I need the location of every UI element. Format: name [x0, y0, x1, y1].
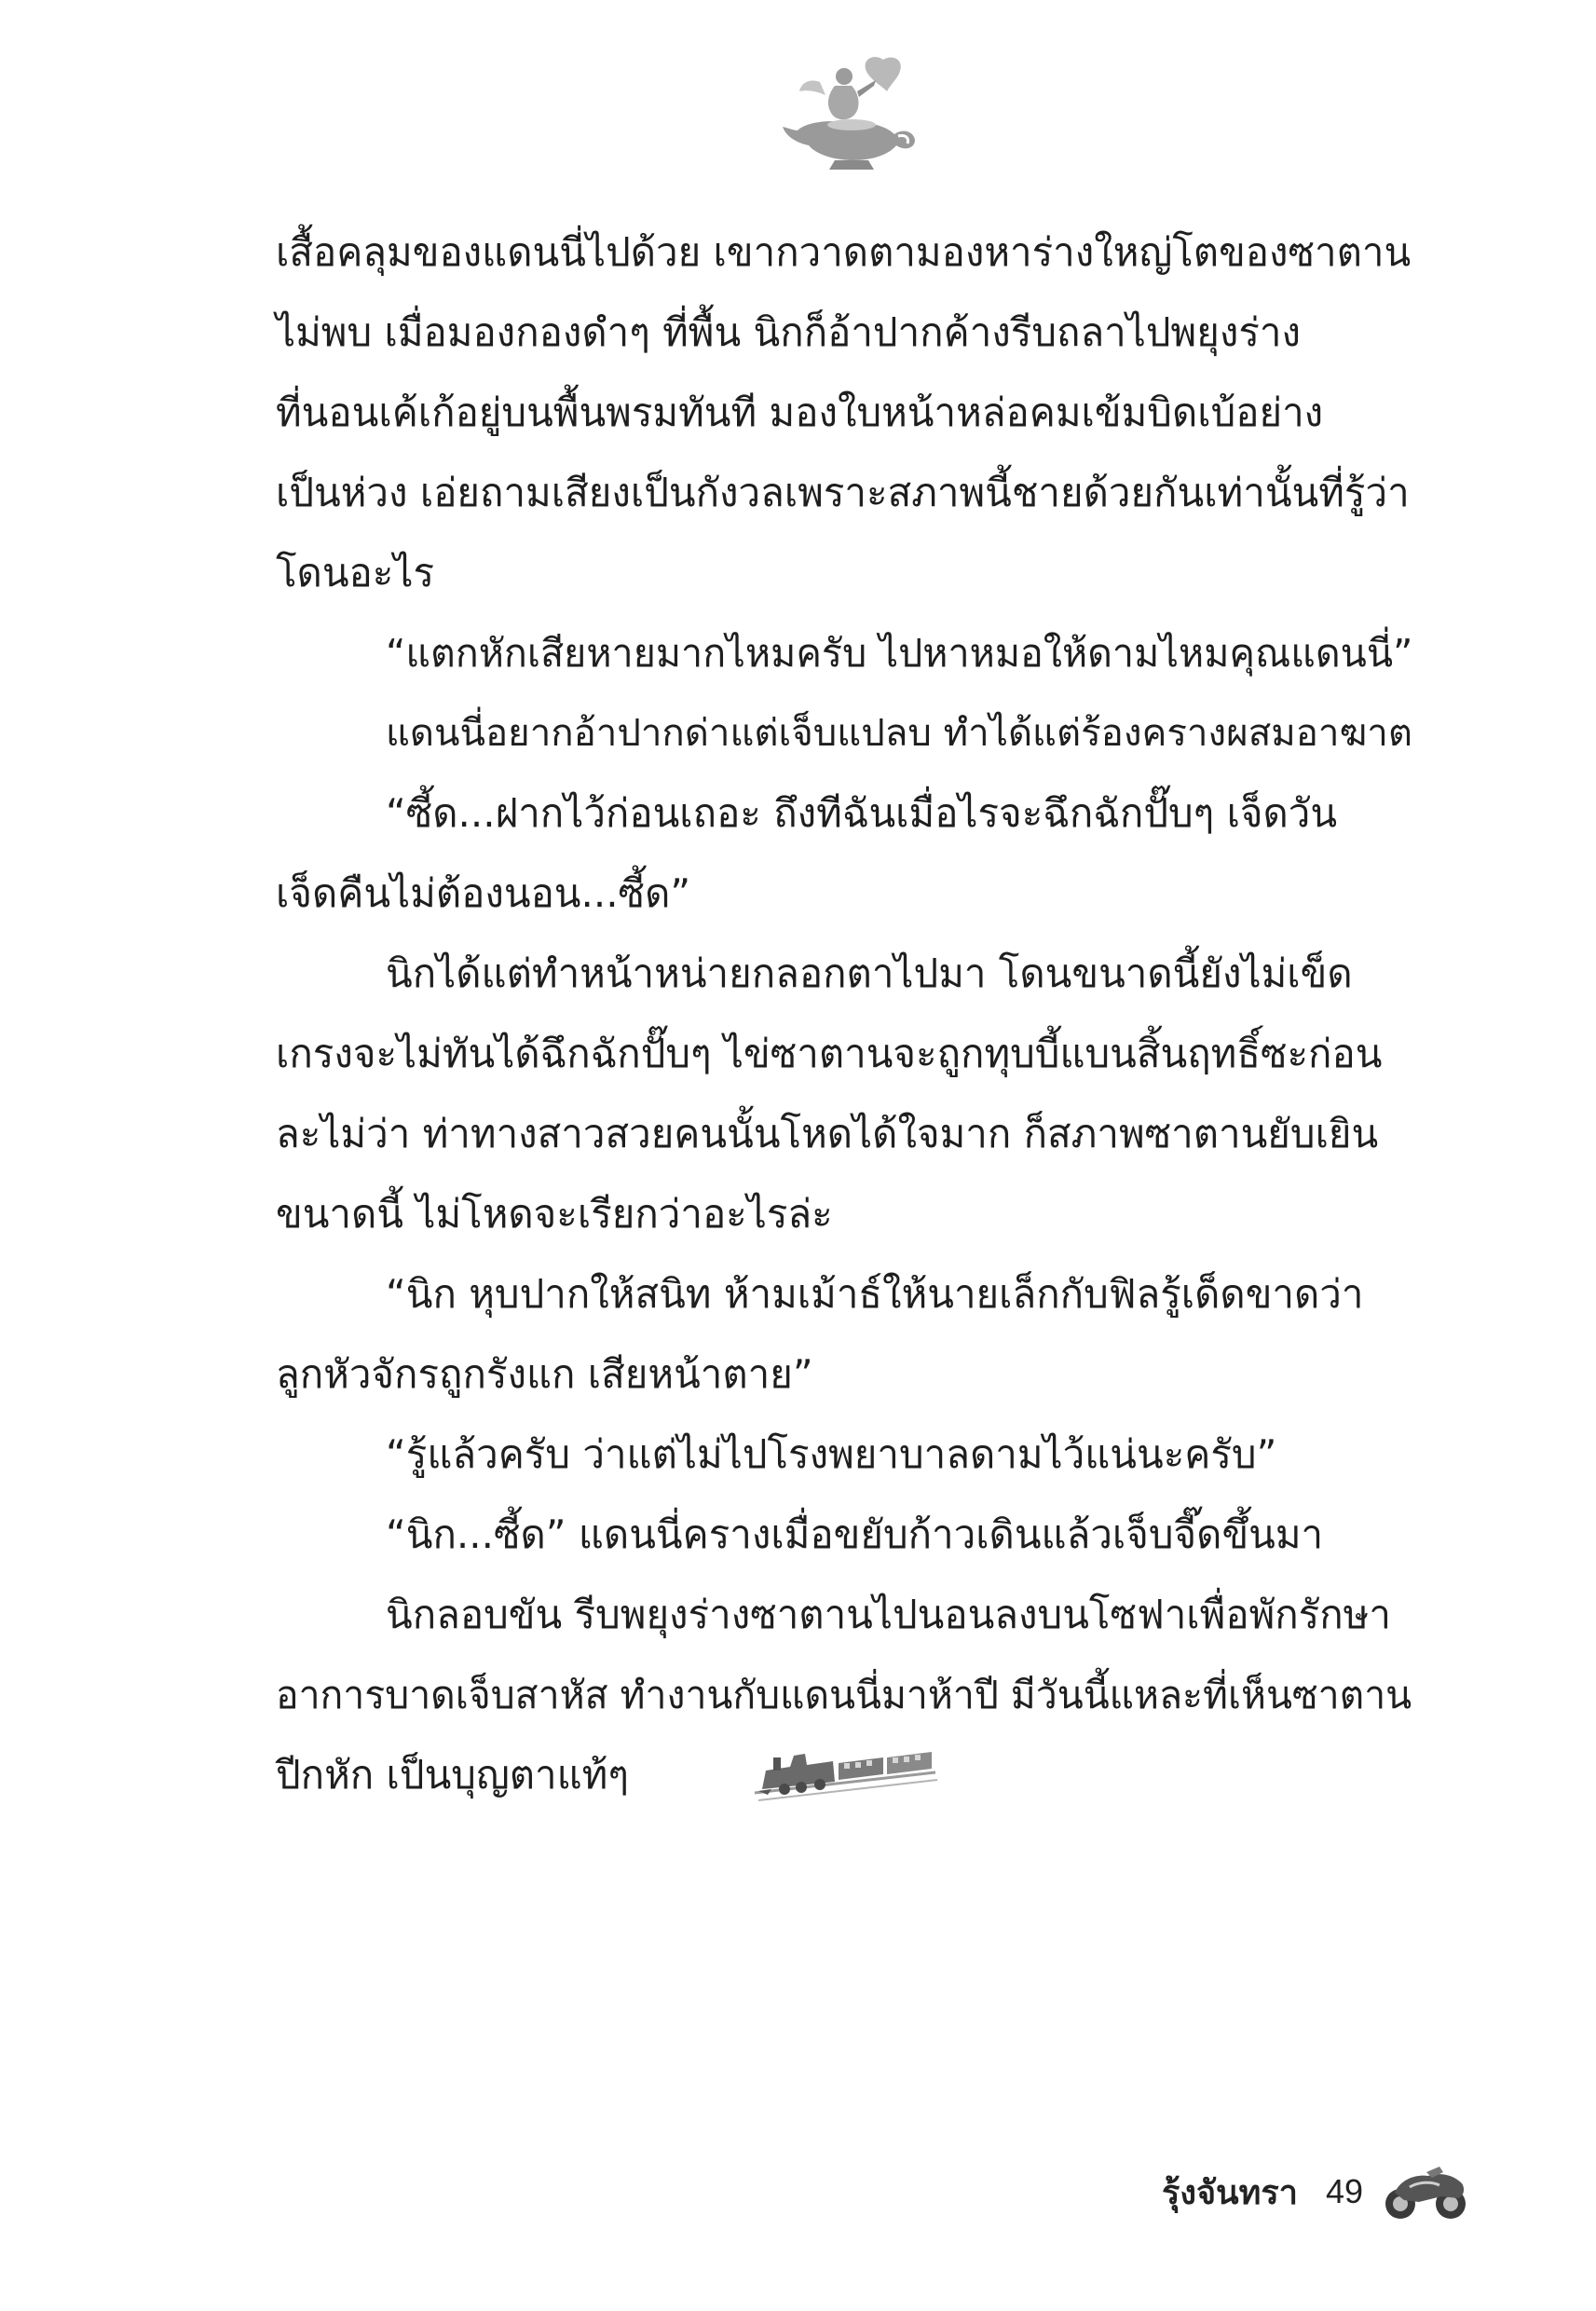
text-line: เป็นห่วง เอ่ยถามเสียงเป็นกังวลเพราะสภาพนี้ชายด้วยกันเท่านั้นที่รู้ว่า [276, 470, 1410, 515]
text-line: เสื้อคลุมของแดนนี่ไปด้วย เขากวาดตามองหาร่างใหญ่โตของซาตาน [276, 229, 1412, 275]
text-line: “ซี้ด...ฝากไว้ก่อนเถอะ ถึงทีฉันเมื่อไรจะฉึกฉักปั๊บๆ เจ็ดวัน [386, 790, 1338, 836]
text-line: ลูกหัวจักรถูกรังแก เสียหน้าตาย” [276, 1351, 813, 1397]
text-line: เจ็ดคืนไม่ต้องนอน...ซี้ด” [276, 870, 691, 916]
body-text [276, 212, 1412, 1815]
genie-lamp-cupid-ornament-icon [779, 54, 919, 175]
page-number: 49 [1325, 2172, 1363, 2210]
text-line: ปีกหัก เป็นบุญตาแท้ๆ [276, 1752, 629, 1798]
steam-train-ornament-icon [753, 1733, 939, 1808]
text-line: เกรงจะไม่ทันได้ฉึกฉักปั๊บๆ ไข่ซาตานจะถูกทุบบี้แบนสิ้นฤทธิ์ซะก่อน [276, 1031, 1383, 1076]
text-line: ไม่พบ เมื่อมองกองดำๆ ที่พื้น นิกก็อ้าปากค้างรีบถลาไปพยุงร่าง [276, 309, 1301, 355]
text-line: “นิก หุบปากให้สนิท ห้ามเม้าธ์ให้นายเล็กกับฟิลรู้เด็ดขาดว่า [386, 1271, 1364, 1317]
text-line: “นิก...ซี้ด” แดนนี่ครางเมื่อขยับก้าวเดินแล้วเจ็บจี๊ดขึ้นมา [386, 1511, 1324, 1557]
text-line: ที่นอนเค้เก้อยู่บนพื้นพรมทันที มองใบหน้าหล่อคมเข้มบิดเบ้อย่าง [276, 390, 1324, 435]
text-line: ละไม่ว่า ท่าทางสาวสวยคนนั้นโหดได้ใจมาก ก็สภาพซาตานยับเยิน [276, 1111, 1379, 1156]
page-footer [1162, 2154, 1469, 2229]
text-line: โดนอะไร [276, 550, 435, 595]
text-line: “รู้แล้วครับ ว่าแต่ไม่ไปโรงพยาบาลดามไว้แน่นะครับ” [386, 1431, 1277, 1477]
text-line: นิกได้แต่ทำหน้าหน่ายกลอกตาไปมา โดนขนาดนี้ยังไม่เข็ด [386, 950, 1353, 996]
text-line: ขนาดนี้ ไม่โหดจะเรียกว่าอะไรล่ะ [276, 1191, 833, 1237]
text-line: แดนนี่อยากอ้าปากด่าแต่เจ็บแปลบ ทำได้แต่ร้องครางผสมอาฆาต [386, 712, 1412, 755]
text-line: นิกลอบขัน รีบพยุงร่างซาตานไปนอนลงบนโซฟาเพื่อพักรักษา [386, 1592, 1391, 1637]
text-line: อาการบาดเจ็บสาหัส ทำงานกับแดนนี่มาห้าปี มีวันนี้แหละที่เห็นซาตาน [276, 1673, 1412, 1717]
text-line: “แตกหักเสียหายมากไหมครับ ไปหาหมอให้ดามไหมคุณแดนนี่” [386, 631, 1413, 676]
book-title: รุ้งจันทรา [1162, 2173, 1298, 2212]
motorcycle-icon [1382, 2159, 1469, 2224]
